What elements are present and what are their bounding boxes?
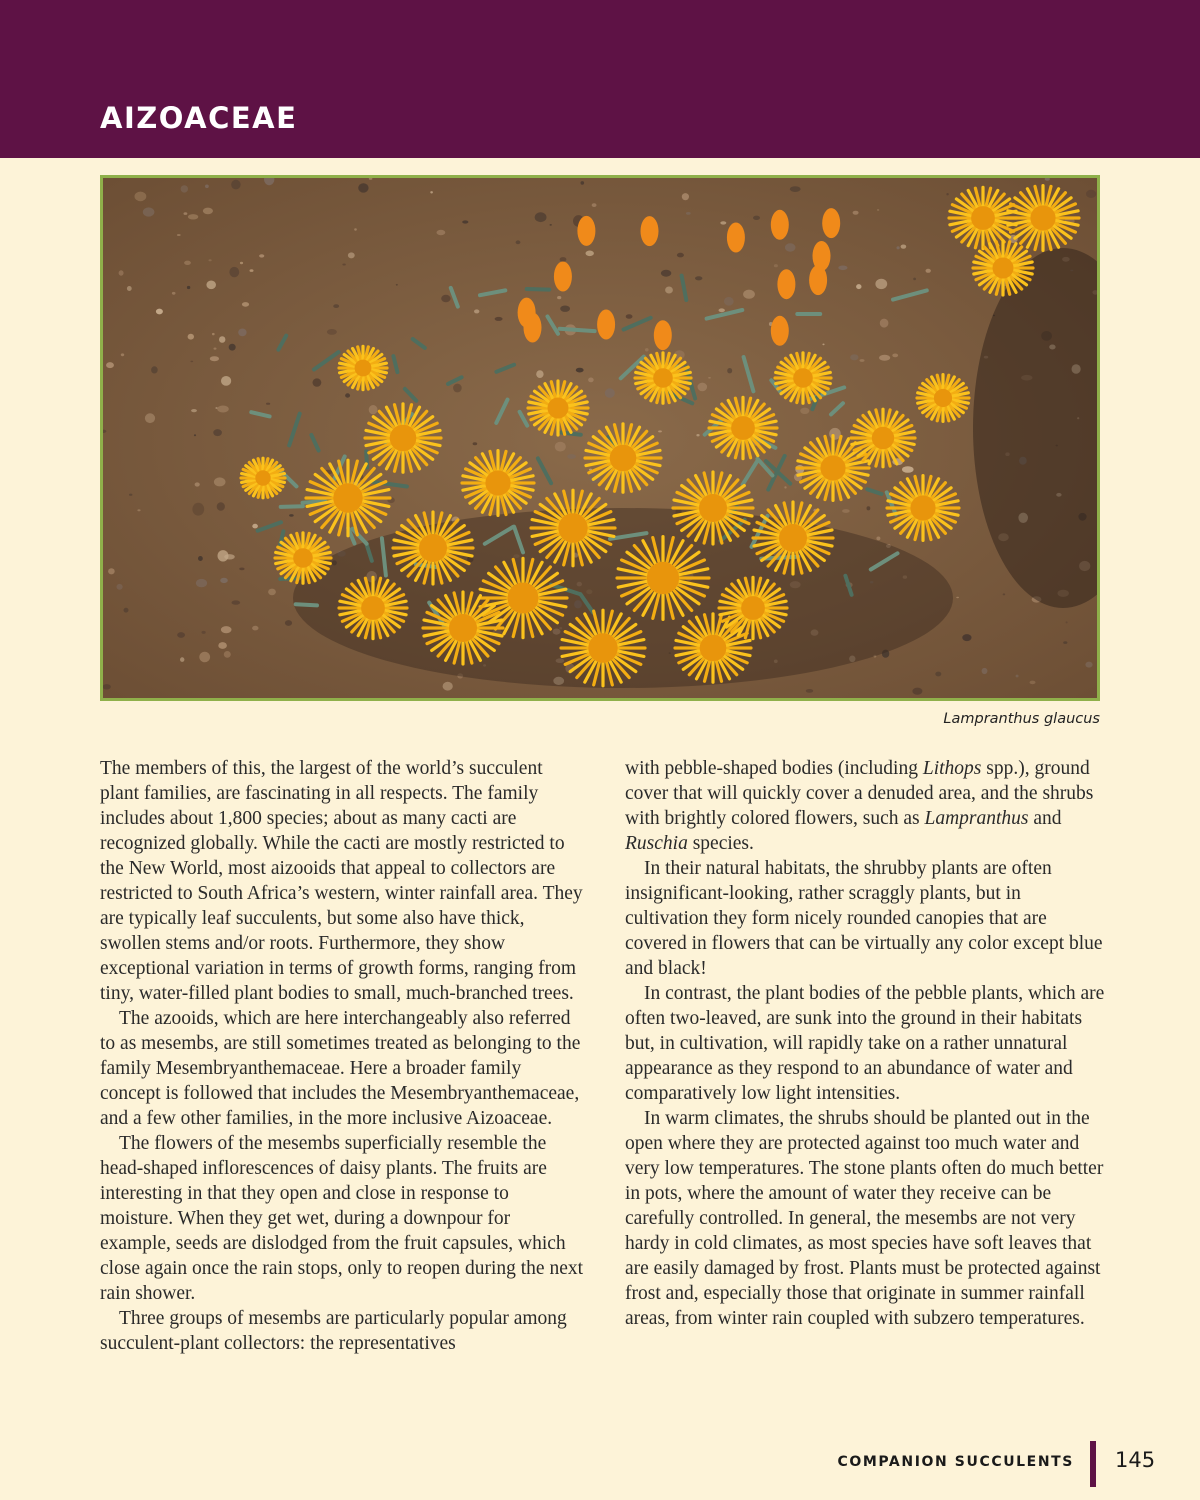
pebble [198,556,203,561]
pebble [232,600,241,604]
flower-bud [727,223,745,253]
pebble [342,264,345,266]
pebble [516,240,521,244]
pebble [686,212,691,215]
pebble [137,509,140,511]
pebble [214,348,217,350]
pebble [250,269,254,272]
flower-bud [518,298,536,328]
pebble [214,477,226,486]
pebble [117,584,123,590]
paragraph: The flowers of the mesembs superficially resemble the head-shaped inflorescences of daisy plants. The fruits are interesting in that they open and close in response to moisture. When they get wet, during a downpour for example, seeds are dislodged from the fruit capsules, which close again once the rain stops, only to reopen during the next rain shower. [100,1133,584,1304]
pebble [240,262,243,264]
pebble [354,228,357,230]
pebble [727,368,732,373]
pebble [221,626,232,633]
pebble [184,212,188,215]
pebble [495,317,503,321]
pebble [581,181,585,185]
pebble [369,405,378,414]
pebble [252,626,258,631]
genus-name-lampranthus: Lampranthus [924,808,1029,829]
pebble [1063,641,1067,644]
pebble [453,384,462,393]
pebble [935,672,941,677]
flower-bud [641,216,659,246]
paragraph: Three groups of mesembs are particularly popular among succulent-plant collectors: the representatives [100,1308,567,1354]
pebble [1030,681,1036,685]
pebble [592,203,597,207]
pebble [172,292,176,295]
pebble [842,509,850,513]
pebble [219,336,225,343]
pebble [567,454,576,459]
pebble [396,284,398,286]
pebble [860,359,865,362]
pebble [184,261,191,265]
pebble [143,207,155,216]
paragraph [625,756,1105,856]
pebble [875,279,887,289]
pebble [926,269,931,273]
pebble [238,329,246,337]
pebble [218,642,227,649]
pebble [188,214,198,219]
pebble [345,393,350,397]
pebble [188,334,194,340]
pebble [698,383,708,392]
pebble [682,193,689,200]
leaf [296,604,317,605]
leaf [560,329,595,331]
leaf [527,289,550,290]
pebble [313,378,322,386]
footer-divider [1090,1441,1096,1487]
pebble [194,434,196,436]
pebble [838,266,847,271]
pebble [822,344,824,346]
pebble [135,192,147,202]
running-footer-section: COMPANION SUCCULENTS [837,1454,1074,1470]
pebble [982,668,988,674]
pebble [557,296,561,299]
pebble [121,353,124,356]
pebble [897,246,900,249]
leaf [281,506,303,507]
pebble [550,224,552,226]
pebble [912,688,922,695]
pebble [1016,675,1019,678]
pebble [743,290,755,299]
pebble [535,212,547,222]
pebble [658,430,662,432]
pebble [239,568,244,571]
pebble [229,267,239,277]
pebble [790,186,801,192]
flower-bud [771,316,789,346]
pebble [192,503,204,516]
pebble [877,209,879,210]
pebble [221,376,231,386]
pebble [108,568,115,574]
pebble [268,589,276,596]
paragraph: The members of this, the largest of the world’s succulent plant families, are fascinating in all respects. The family includes about 1,800 species; about as many cacti are recognized globally. While the cacti are mostly restricted to the New World, most aizooids that appeal to collectors are restricted to South Africa’s western, winter rainfall area. They are typically leaf succulents, but some also have thick, swollen stems and/or roots. Furthermore, they show exceptional variation in terms of growth forms, ranging from tiny, water-filled plant bodies to small, much-branched trees. [100,758,583,1004]
flower-bud [577,216,595,246]
pebble [576,368,584,373]
pebble [430,191,433,193]
pebble [720,221,726,224]
flower-bud [554,262,572,292]
paragraph: In their natural habitats, the shrubby plants are often insignificant-looking, rather scraggly plants, but in cultivation they form nicely rounded canopies that are covered in flowers that can be virtually any color except blue and black! [625,858,1103,979]
pebble [1003,593,1006,595]
pebble [473,442,478,445]
pebble [696,434,699,436]
flower-bud [777,269,795,299]
pebble [289,514,294,517]
pebble [879,355,890,361]
pebble [856,284,861,289]
pebble [224,651,231,658]
pebble [913,278,916,281]
pebble [151,366,158,373]
pebble [677,253,684,258]
chapter-title: AIZOACEAE [100,101,298,135]
pebble [206,281,216,290]
pebble [892,354,898,358]
pebble [187,286,190,289]
pebble [106,362,114,368]
pebble [850,354,858,360]
pebble [220,578,228,583]
pebble [266,403,270,405]
pebble [588,378,594,383]
pebble [586,251,594,257]
plant-photo [100,175,1100,701]
pebble [217,406,229,413]
pebble [560,306,570,312]
pebble [784,486,786,488]
pebble [695,276,702,280]
pebble [605,388,615,398]
pebble [724,297,734,306]
pebble [348,252,355,258]
pebble [902,466,914,473]
pebble [217,502,225,511]
pebble [462,220,468,223]
pebble [661,270,671,277]
pebble [645,348,649,351]
pebble [1066,621,1068,623]
pebble [212,333,215,335]
pebble [443,682,453,691]
pebble [177,632,185,638]
flower-bud [597,310,615,340]
genus-name-lithops: Lithops [922,758,982,779]
pebble [209,259,212,261]
pebble [285,620,292,626]
pebble [202,631,206,634]
pebble [626,314,633,319]
pebble [199,652,210,663]
pebble [956,597,959,598]
flower-bud [654,320,672,350]
pebble [774,264,778,267]
pebble [946,193,948,195]
pebble [962,634,971,641]
pebble [719,308,725,312]
flower-bud [771,210,789,240]
pebble [333,304,339,308]
pebble [218,550,229,561]
pebble [327,329,337,335]
text-run: and [1028,808,1062,829]
pebble [177,234,181,236]
pebble [259,254,264,257]
pebble [119,270,124,275]
text-column-left [100,756,585,1356]
pebble [156,309,163,315]
pebble [203,208,213,215]
flower-bud [822,208,840,238]
pebble [129,494,132,496]
pebble [1085,662,1092,668]
pebble [560,257,567,262]
pebble [441,295,450,302]
paragraph: In contrast, the plant bodies of the pebble plants, which are often two-leaved, are sunk into the ground in their habitats but, in cultivation, will rapidly take on a rather unnatural appearance as they respond to an abundance of water and comparatively low light intensities. [625,983,1105,1104]
pebble [231,180,240,190]
pebble [708,377,711,379]
pebble [876,537,880,541]
pebble [145,413,155,423]
text-run: species. [687,833,754,854]
pebble [242,302,249,307]
pebble [215,407,217,408]
pebble [196,579,207,587]
pebble [252,524,258,529]
pebble [210,356,219,361]
pebble [1086,190,1096,198]
photo-caption: Lampranthus glaucus [943,711,1100,727]
pebble [180,657,184,662]
pebble [190,361,193,363]
pebble [229,344,236,351]
pebble [665,287,673,294]
pebble [124,608,129,613]
pebble [358,183,368,192]
pebble [213,429,222,436]
pebble [867,506,871,510]
pebble [853,211,859,215]
paragraph: In warm climates, the shrubs should be planted out in the open where they are protected against too much water and very low temperatures. The stone plants often do much better in pots, where the amount of water they receive can be carefully controlled. In general, the mesembs are not very hardy in cold climates, as most species have soft leaves that are easily damaged by frost. Plants must be protected against frost and, especially those that originate in summer rainfall areas, from winter rain coupled with subzero temperatures. [625,1108,1104,1329]
pebble [880,319,889,328]
text-run: with pebble-shaped bodies (including [625,758,923,779]
pebble [536,370,543,378]
pebble [205,185,209,189]
pebble [806,689,813,693]
pebble [800,408,809,414]
pebble [474,309,479,313]
pebble [753,216,760,220]
pebble [191,409,197,412]
paragraph: The azooids, which are here interchangeably also referred to as mesembs, are still sometimes treated as belonging to the family Mesembryanthemaceae. Here a broader family concept is followed that includes the Mesembryanthemaceae, and a few other families, in the more inclusive Aizoaceae. [100,1008,581,1129]
text-run: spp.), ground cover that will quickly cover a denuded area, and the shrubs with brightly colored flowers, such as [625,758,1094,829]
pebble [901,245,907,249]
pebble [195,482,200,486]
page-number: 145 [1115,1448,1156,1472]
text-column-right [625,756,1105,1331]
pebble [181,185,188,192]
pebble [127,286,132,291]
genus-name-ruschia: Ruschia [625,833,688,854]
flower-bud [809,265,827,295]
pebble [555,442,566,452]
pebble [437,230,446,235]
pebble [785,243,796,251]
